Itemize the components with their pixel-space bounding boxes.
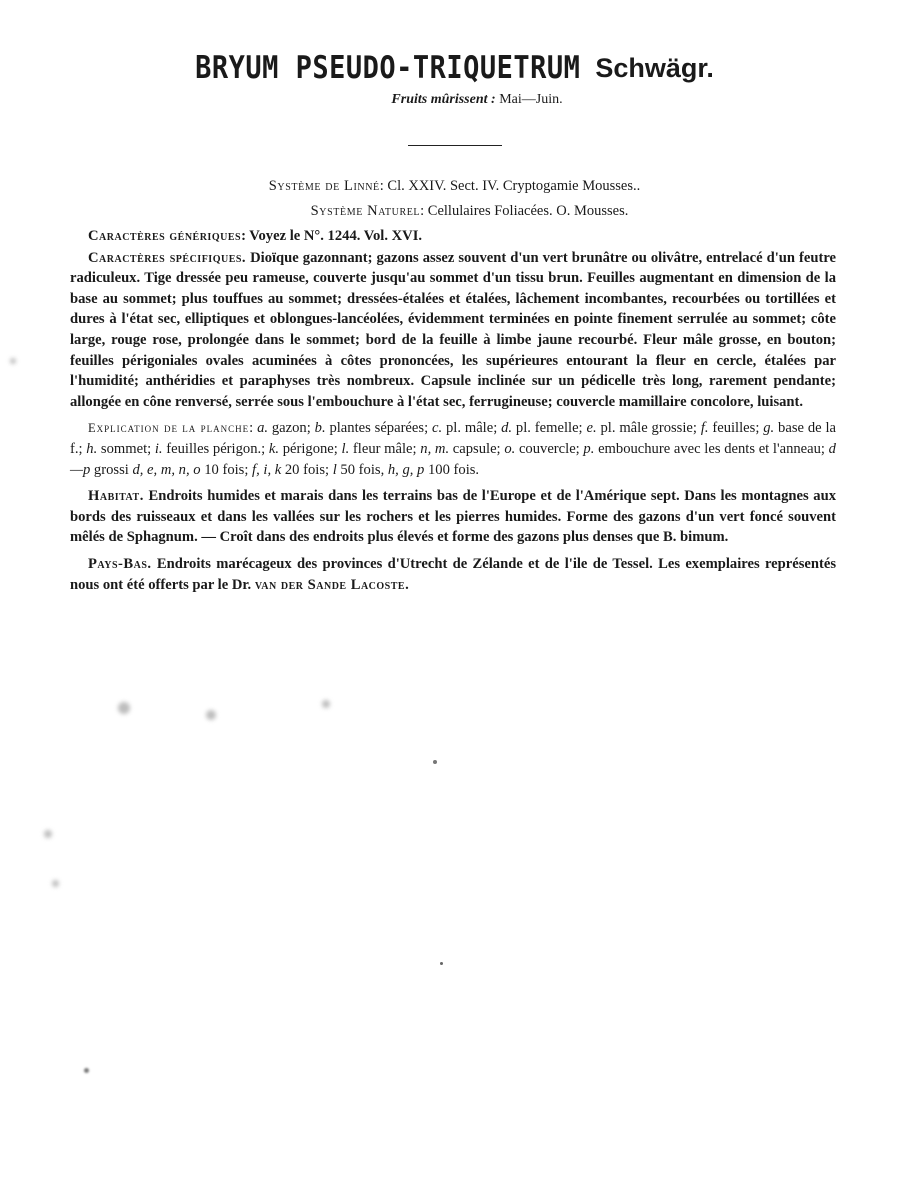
natural-system-line: [0, 201, 909, 221]
scan-speck: [433, 760, 437, 764]
scan-speck: [84, 1068, 89, 1073]
plate-explanation-label: Explication de la planche: [88, 421, 250, 436]
habitat-paragraph: [70, 486, 836, 548]
scan-speck: [440, 962, 443, 965]
linne-label: Système de Linné: [268, 178, 380, 194]
netherlands-label: Pays-Bas.: [88, 555, 152, 572]
scan-speck: [52, 880, 59, 887]
scan-speck: [322, 700, 330, 708]
species-name: BRYUM PSEUDO-TRIQUETRUM: [195, 50, 581, 87]
scan-speck: [10, 358, 16, 364]
description-body: [70, 226, 836, 595]
naturel-label: Système Naturel: [310, 203, 421, 219]
page-title: [0, 52, 909, 85]
generic-characters-text: : Voyez le N°. 1244. Vol. XVI.: [241, 228, 423, 244]
collector-name: van der Sande Lacoste.: [254, 576, 410, 593]
species-author: Schwägr.: [595, 53, 714, 83]
fruiting-value: Mai—Juin.: [499, 92, 563, 107]
naturel-value: : Cellulaires Foliacées. O. Mousses.: [420, 203, 629, 219]
plate-explanation-text: : a. gazon; b. plantes séparées; c. pl. mâle; d. pl. femelle; e. pl. mâle grossie; f. feuilles; g. base de la f.; h. sommet; i. feuilles périgon.; k. périgone; l. fleur mâle; n, m. capsule; o. couvercle; p. embouchure avec les dents et l'anneau; d—p grossi d, e, m, n, o 10 fois; f, i, k 20 fois; l 50 fois, h, g, p 100 fois.: [70, 420, 837, 478]
scan-speck: [118, 702, 130, 714]
specific-characters-paragraph: [70, 248, 836, 413]
scan-speck: [44, 830, 52, 838]
plate-explanation-paragraph: [70, 418, 836, 480]
netherlands-paragraph: [70, 554, 836, 595]
specific-characters-label: Caractères spécifiques.: [88, 249, 247, 266]
fruiting-season: [0, 91, 909, 109]
habitat-label: Habitat.: [88, 488, 144, 505]
habitat-text: Endroits humides et marais dans les terrains bas de l'Europe et de l'Amérique sept. Dans les montagnes aux bords des ruisseaux et dans les vallées sur les rochers et les pierres humides. Forme des gazons d'un vert foncé souvent mêlés de Sphagnum. — Croît dans des endroits plus élevés et forme des gazons plus denses que B. bimum.: [70, 488, 836, 546]
title-divider: [408, 145, 502, 146]
specific-characters-text: Dioïque gazonnant; gazons assez souvent d'un vert brunâtre ou olivâtre, entrelacé d'un feutre radiculeux. Tige dressée peu rameuse, couverte jusqu'au sommet d'un tissu brun. Feuilles augmentant en dimension de la base au sommet; plus touffues au sommet; dressées-étalées et étalées, lâchement incombantes, recourbées ou tortillées et dures à l'état sec, elliptiques et oblongues-lancéolées, évidemment terminées en pointe finement serrulée au sommet; côte large, rouge rose, prolongée dans le sommet; bord de la feuille à limbe jaune recourbé. Fleur mâle grosse, en bouton; feuilles périgoniales ovales acuminées à côtes prononcées, les supérieures entourant la fleur en cercle, étalées par l'humidité; anthéridies et paraphyses très nombreux. Capsule inclinée sur un pédicelle très long, rarement pendante; allongée en cône renversé, serrée sous l'embouchure à l'état sec, ferrugineuse; couvercle mamillaire concolore, luisant.: [70, 249, 837, 410]
fruiting-label: Fruits mûrissent :: [391, 92, 496, 107]
netherlands-text: Endroits marécageux des provinces d'Utrecht de Zélande et de l'ile de Tessel. Les exemplaires représentés nous ont été offerts par le Dr.: [70, 555, 836, 593]
linne-value: : Cl. XXIV. Sect. IV. Cryptogamie Mousses..: [379, 178, 641, 194]
title-block: [0, 52, 909, 109]
generic-characters-label: Caractères génériques: [88, 228, 242, 244]
scan-speck: [206, 710, 216, 720]
linne-system-line: [0, 176, 909, 196]
generic-characters-paragraph: [70, 226, 836, 247]
